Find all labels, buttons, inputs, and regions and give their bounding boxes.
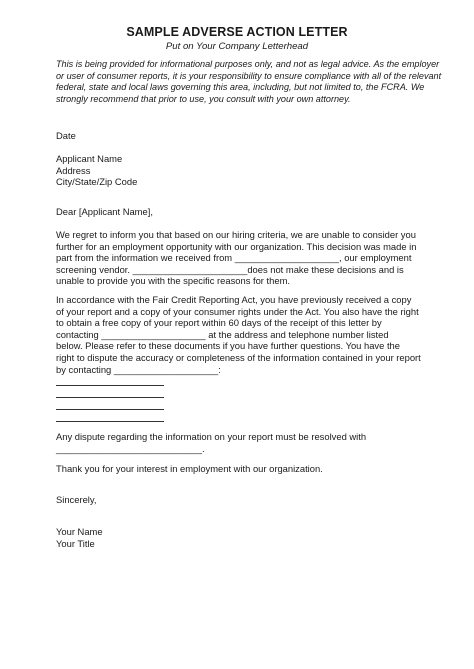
paragraph-fcra bbox=[56, 294, 421, 375]
signature-block bbox=[56, 526, 418, 549]
dispute-paragraph bbox=[56, 431, 418, 454]
applicant-street: Address bbox=[56, 164, 91, 176]
paragraph-line: In accordance with the Fair Credit Reporting Act, you have previously received a copy bbox=[56, 294, 412, 305]
signature-title: Your Title bbox=[56, 537, 95, 549]
date-field: Date bbox=[56, 130, 76, 141]
applicant-name: Applicant Name bbox=[56, 153, 123, 164]
paragraph-line: screening vendor. ______________________does not make these decisions and is bbox=[56, 263, 404, 275]
contact-blank-line bbox=[56, 421, 164, 422]
paragraph-line: right to dispute the accuracy or completeness of the information contained in your report bbox=[56, 351, 421, 363]
signature-name: Your Name bbox=[56, 526, 103, 537]
paragraph-line: We regret to inform you that based on our hiring criteria, we are unable to consider you bbox=[56, 229, 416, 240]
disclaimer-line: federal, state and local laws governing this area, including, but not limited to, the FCRA. We bbox=[56, 82, 425, 92]
paragraph-line: part from the information we received from ____________________, our employment bbox=[56, 252, 412, 264]
closing-line: Sincerely, bbox=[56, 494, 97, 505]
paragraph-line: by contacting ____________________: bbox=[56, 363, 221, 375]
paragraph-line: further for an employment opportunity with our organization. This decision was made in bbox=[56, 240, 417, 252]
contact-blank-line bbox=[56, 397, 164, 398]
contact-blank-line bbox=[56, 409, 164, 410]
paragraph-line: to obtain a free copy of your report within 60 days of the receipt of this letter by bbox=[56, 317, 382, 329]
paragraph-line: below. Please refer to these documents if you have further questions. You have the bbox=[56, 340, 400, 352]
dispute-blank: ____________________________. bbox=[56, 442, 205, 454]
legal-disclaimer bbox=[56, 59, 442, 105]
disclaimer-line: strongly recommend that prior to use, you consult with your own attorney. bbox=[56, 93, 351, 104]
contact-blank-line bbox=[56, 385, 164, 386]
salutation: Dear [Applicant Name], bbox=[56, 206, 153, 217]
applicant-address-block bbox=[56, 153, 418, 188]
paragraph-line: unable to provide you with the specific reasons for them. bbox=[56, 275, 290, 287]
disclaimer-line: This is being provided for informational purposes only, and not as legal advice. As the employer bbox=[56, 59, 440, 69]
paragraph-regret bbox=[56, 229, 418, 287]
disclaimer-line: or user of consumer reports, it is your responsibility to ensure compliance with all of the relevant bbox=[56, 70, 442, 81]
document-subtitle: Put on Your Company Letterhead bbox=[165, 41, 309, 52]
dispute-text: Any dispute regarding the information on your report must be resolved with bbox=[56, 431, 367, 442]
paragraph-line: contacting ____________________ at the address and telephone number listed bbox=[56, 328, 389, 340]
thanks-line: Thank you for your interest in employment with our organization. bbox=[56, 463, 323, 474]
document-title: SAMPLE ADVERSE ACTION LETTER bbox=[126, 25, 348, 39]
applicant-city: City/State/Zip Code bbox=[56, 176, 138, 188]
paragraph-line: of your report and a copy of your consumer rights under the Act. You also have the right bbox=[56, 305, 419, 317]
